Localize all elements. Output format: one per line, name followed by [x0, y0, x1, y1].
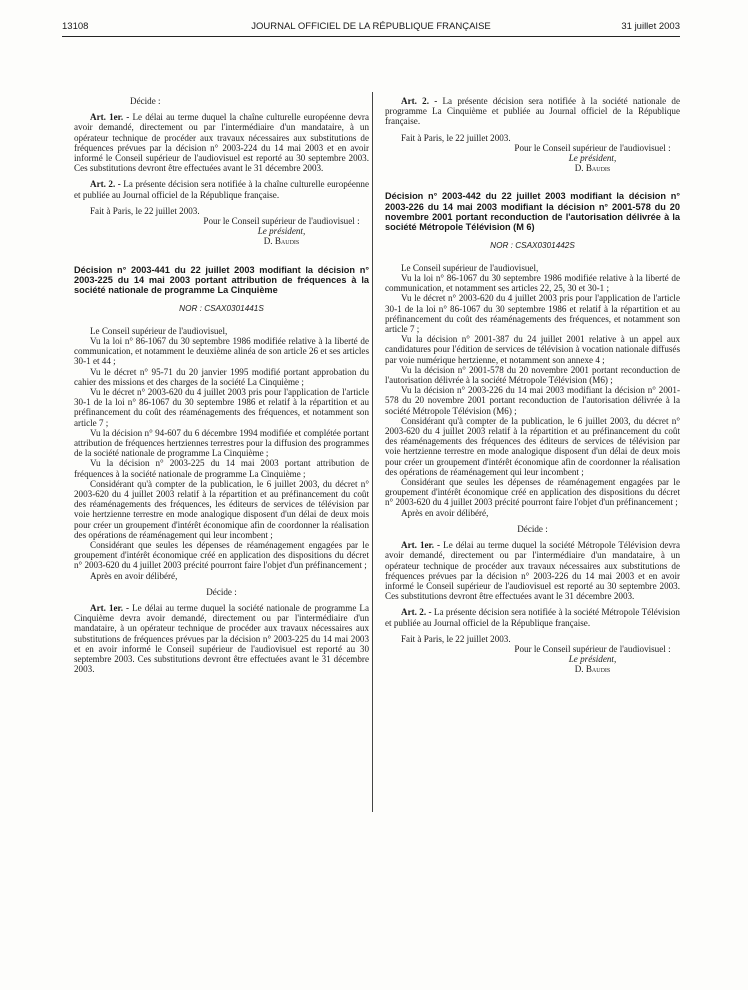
- nor-reference: NOR : CSAX0301442S: [490, 240, 575, 250]
- article-paragraph: Art. 1er. - Le délai au terme duquel la société Métropole Télévision devra avoir demandé, directement ou par l'intermédiaire d'un mandataire, à un opérateur technique de procéder aux travaux nécessaires aux substitutions de fréquences prévues par la décision n° 2003-226 du 14 mai 2003 et en avoir informé le Conseil supérieur de l'audiovisuel est reporté au 30 septembre 2003. Ces substitutions devront être effectuées avant le 31 décembre 2003.: [385, 540, 680, 602]
- article-paragraph: Art. 1er. - Le délai au terme duquel la chaîne culturelle européenne devra avoir demandé, directement ou par l'intermédiaire d'un mandataire, à un opérateur technique de procéder aux travaux nécessaires aux substitutions de fréquences prévues par la décision n° 2003-224 du 14 mai 2003 et en avoir informé le Conseil supérieur de l'audiovisuel est reporté au 30 septembre 2003. Ces substitutions devront être effectuées avant le 31 décembre 2003.: [74, 112, 369, 174]
- nor-reference: NOR : CSAX0301441S: [179, 303, 264, 313]
- signature-authority: Pour le Conseil supérieur de l'audiovisuel :: [514, 142, 671, 153]
- page-header: [62, 20, 680, 36]
- paragraph: Considérant qu'à compter de la publication, le 6 juillet 2003, du décret n° 2003-620 du 4 juillet 2003 relatif à la répartition et au préfinancement du coût des réaménagements des fréquences des éditeurs de services de télévision par voie hertzienne terrestre en mode analogique disposent d'un délai de deux mois pour créer un groupement d'intérêt économique afin de coordonner la réalisation des opérations de réaménagement qui leur incombent ;: [385, 415, 680, 477]
- article-paragraph: Art. 2. - La présente décision sera notifiée à la société Métropole Télévision et publiée au Journal officiel de la République française.: [385, 607, 680, 628]
- article-paragraph: Art. 1er. - Le délai au terme duquel la société nationale de programme La Cinquième devra avoir demandé, directement ou par l'intermédiaire d'un mandataire, à un opérateur technique de procéder aux travaux nécessaires aux substitutions de fréquences prévues par la décision n° 2003-225 du 14 mai 2003 et en avoir informé le Conseil supérieur de l'audiovisuel est reporté au 30 septembre 2003. Ces substitutions devront être effectuées avant le 31 décembre 2003.: [74, 603, 369, 675]
- article-paragraph: Art. 2. - La présente décision sera notifiée à la chaîne culturelle européenne et publiée au Journal officiel de la République française.: [74, 179, 369, 200]
- paragraph: Vu la loi n° 86-1067 du 30 septembre 1986 modifiée relative à la liberté de communication, et notamment ses articles 22, 25, 30 et 30-1 ;: [385, 273, 680, 294]
- paragraph: Après en avoir délibéré,: [401, 507, 489, 518]
- article-paragraph: Art. 2. - La présente décision sera notifiée à la société nationale de programme La Cinquième et publiée au Journal officiel de la République française.: [385, 96, 680, 127]
- decide-heading: Décide :: [206, 586, 237, 597]
- paragraph: Le Conseil supérieur de l'audiovisuel,: [90, 325, 228, 336]
- paragraph: Le Conseil supérieur de l'audiovisuel,: [401, 262, 539, 273]
- paragraph: Vu la décision n° 2001-387 du 24 juillet 2001 relative à un appel aux candidatures pour l'édition de services de télévision à vocation nationale diffusés par voie numérique hertzienne, et notamment son annexe 4 ;: [385, 334, 680, 365]
- paragraph: Vu le décret n° 95-71 du 20 janvier 1995 modifié portant approbation du cahier des missions et des charges de la société La Cinquième ;: [74, 366, 369, 387]
- right-column: [385, 96, 680, 675]
- paragraph: Vu la loi n° 86-1067 du 30 septembre 1986 modifiée relative à la liberté de communication, et notamment le deuxième alinéa de son article 26 et ses articles 30-1 et 44 ;: [74, 335, 369, 367]
- paragraph: Considérant que seules les dépenses de réaménagement engagées par le groupement d'intérêt économique créé en application des dispositions du décret n° 2003-620 du 4 juillet 2003 précité pourront faire l'objet d'un préfinancement ;: [74, 540, 369, 571]
- header-rule: [62, 36, 680, 37]
- signature-name: D. Baudis: [574, 163, 611, 174]
- left-column: [74, 96, 369, 674]
- signature-place-date: Fait à Paris, le 22 juillet 2003.: [401, 633, 511, 644]
- signature-authority: Pour le Conseil supérieur de l'audiovisuel :: [514, 643, 671, 654]
- paragraph: Considérant qu'à compter de la publication, le 6 juillet 2003, du décret n° 2003-620 du 4 juillet 2003 relatif à la répartition et au préfinancement du coût des réaménagements des fréquences, les éditeurs de services de télévision par voie hertzienne terrestre en mode analogique disposent d'un délai de deux mois pour créer un groupement d'intérêt économique afin de coordonner la réalisation des opérations de réaménagement qui leur incombent ;: [74, 478, 369, 540]
- decide-heading: Décide :: [517, 523, 548, 534]
- paragraph: Considérant que seules les dépenses de réaménagement engagées par le groupement d'intérêt économique créé en application des dispositions du décret n° 2003-620 du 4 juillet 2003 précité pourront faire l'objet d'un préfinancement ;: [385, 477, 680, 508]
- signature-place-date: Fait à Paris, le 22 juillet 2003.: [90, 205, 200, 216]
- journal-title: JOURNAL OFFICIEL DE LA RÉPUBLIQUE FRANÇAISE: [251, 21, 491, 32]
- signature-name: D. Baudis: [574, 664, 611, 675]
- paragraph: Vu le décret n° 2003-620 du 4 juillet 2003 pris pour l'application de l'article 30-1 de la loi n° 86-1067 du 30 septembre 1986 et relatif à la répartition et au préfinancement du coût des réaménagements des fréquences, et notamment son article 7 ;: [74, 386, 369, 428]
- paragraph: Vu la décision n° 94-607 du 6 décembre 1994 modifiée et complétée portant attribution de fréquences hertziennes terrestres pour la diffusion des programmes de la société nationale de programme La Cinquième ;: [74, 427, 369, 459]
- paragraph: Vu le décret n° 2003-620 du 4 juillet 2003 pris pour l'application de l'article 30-1 de la loi n° 86-1067 du 30 septembre 1986 et relatif à la répartition et au préfinancement du coût des réaménagements des fréquences, et notamment son article 7 ;: [385, 293, 680, 335]
- signature-title: Le président,: [257, 226, 306, 237]
- signature-title: Le président,: [568, 654, 617, 665]
- decide-heading: Décide :: [130, 96, 161, 106]
- decision-title: Décision n° 2003-442 du 22 juillet 2003 modifiant la décision n° 2003-226 du 14 mai 2003 modifiant la décision n° 2001-578 du 20 novembre 2001 portant reconduction de l'autorisation délivrée à la société Métropole Télévision (M 6): [385, 191, 680, 233]
- decision-title: Décision n° 2003-441 du 22 juillet 2003 modifiant la décision n° 2003-225 du 14 mai 2003 portant attribution de fréquences à la société nationale de programme La Cinquième: [74, 264, 369, 296]
- page-number: 13108: [62, 21, 89, 32]
- issue-date: 31 juillet 2003: [621, 21, 680, 32]
- signature-place-date: Fait à Paris, le 22 juillet 2003.: [401, 132, 511, 143]
- paragraph: Après en avoir délibéré,: [90, 570, 178, 581]
- signature-name: D. Baudis: [263, 236, 300, 247]
- paragraph: Vu la décision n° 2003-225 du 14 mai 2003 portant attribution de fréquences à la société nationale de programme La Cinquième ;: [74, 458, 369, 479]
- paragraph: Vu la décision n° 2003-226 du 14 mai 2003 modifiant la décision n° 2001-578 du 20 novembre 2001 portant reconduction de l'autorisation délivrée à la société Métropole Télévision (M6) ;: [385, 385, 680, 416]
- signature-title: Le président,: [568, 153, 617, 164]
- signature-authority: Pour le Conseil supérieur de l'audiovisuel :: [203, 216, 360, 227]
- column-divider: [372, 92, 373, 812]
- paragraph: Vu la décision n° 2001-578 du 20 novembre 2001 portant reconduction de l'autorisation délivrée à la société Métropole Télévision (M6) ;: [385, 364, 680, 386]
